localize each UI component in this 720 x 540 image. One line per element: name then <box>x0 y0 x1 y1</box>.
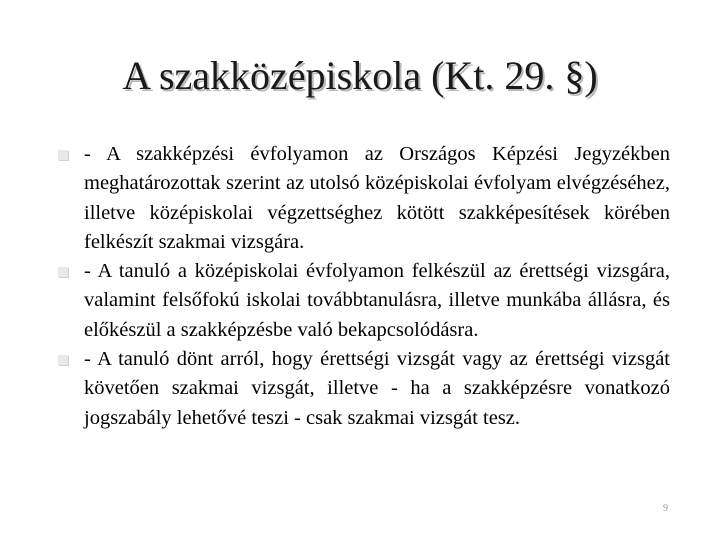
bullet-list <box>56 140 670 433</box>
slide-title: A szakközépiskola (Kt. 29. §) <box>122 53 598 98</box>
bullet-item <box>56 345 670 433</box>
bullet-text: - A szakképzési évfolyamon az Országos Képzési Jegyzékben meghatározottak szerint az utolsó középiskolai évfolyam elvégzéséhez, illetve középiskolai végzettséghez kötött szakképesítések körében felkészít szakmai vizsgára. <box>84 143 670 253</box>
square-bullet-icon <box>58 267 68 277</box>
square-bullet-icon <box>58 150 68 160</box>
bullet-text: - A tanuló dönt arról, hogy érettségi vizsgát vagy az érettségi vizsgát követően szakmai vizsgát, illetve - ha a szakképzésre vonatkozó jogszabály lehetővé teszi - csak szakmai vizsgát tesz. <box>84 348 670 429</box>
bullet-item <box>56 140 670 257</box>
square-bullet-icon <box>58 355 68 365</box>
bullet-item <box>56 257 670 345</box>
bullet-text: - A tanuló a középiskolai évfolyamon felkészül az érettségi vizsgára, valamint felsőfokú iskolai továbbtanulásra, illetve munkába állásra, és előkészül a szakképzésbe való bekapcsolódásra. <box>84 260 670 341</box>
slide-number: 9 <box>663 503 668 514</box>
